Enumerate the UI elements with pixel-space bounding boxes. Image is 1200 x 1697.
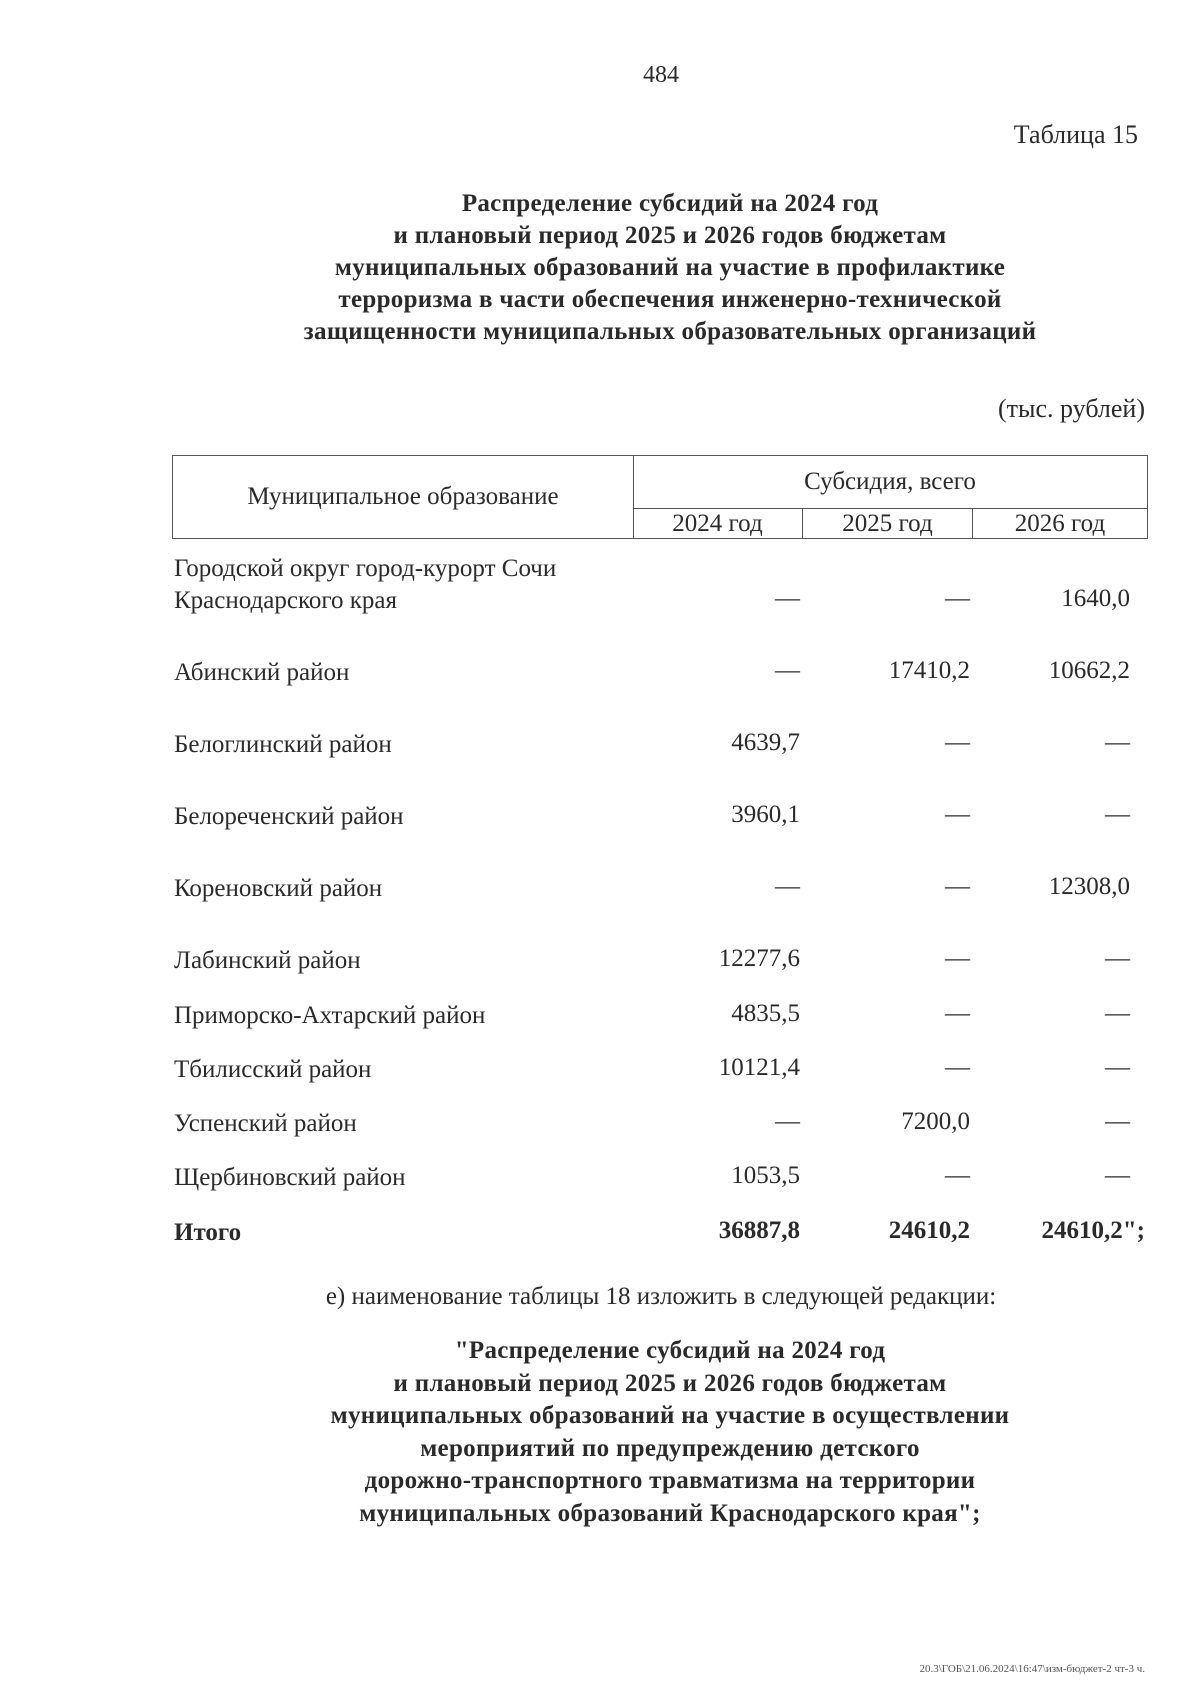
quoted-title-line: мероприятий по предупреждению детского (420, 1434, 920, 1462)
row-municipality: Белоглинский район (174, 731, 392, 758)
value-2025: — (945, 729, 970, 756)
page-number: 484 (643, 62, 679, 88)
value-2026: — (1105, 1162, 1130, 1189)
total-label: Итого (174, 1219, 242, 1246)
amendment-instruction: е) наименование таблицы 18 изложить в следующей редакции: (325, 1283, 997, 1310)
title-line: муниципальных образований на участие в профилактике (334, 254, 1006, 281)
value-2024: 4639,7 (731, 729, 800, 756)
header-subsidy-total: Субсидия, всего (633, 456, 1147, 509)
title-line: терроризма в части обеспечения инженерно-технической (338, 286, 1002, 313)
units-label: (тыс. рублей) (997, 394, 1145, 423)
value-2025: — (945, 1000, 970, 1027)
value-2024: 12277,6 (718, 945, 800, 972)
value-2025: — (945, 1054, 970, 1081)
table-label: Таблица 15 (1013, 120, 1138, 149)
value-2026: — (1105, 801, 1130, 828)
value-2024: 3960,1 (731, 801, 800, 828)
value-2025: — (945, 945, 970, 972)
value-2024: — (775, 873, 800, 900)
value-2025: — (945, 585, 970, 612)
total-2024: 36887,8 (718, 1217, 800, 1244)
value-2025: 7200,0 (901, 1108, 970, 1135)
value-2024: 1053,5 (731, 1162, 800, 1189)
value-2026: 1640,0 (1061, 585, 1130, 612)
value-2024: 10121,4 (718, 1054, 800, 1081)
quoted-table-title (170, 1335, 1170, 1530)
row-municipality-line: Краснодарского края (174, 587, 397, 614)
value-2026: — (1105, 1054, 1130, 1081)
header-year-2026: 2026 год (1014, 509, 1106, 537)
document-title (170, 188, 1170, 348)
header-year-2024: 2024 год (633, 508, 803, 539)
row-municipality-line: Городской округ город-курорт Сочи (174, 555, 557, 582)
value-2026: — (1105, 729, 1130, 756)
row-municipality: Кореновский район (174, 875, 383, 902)
value-2024: — (775, 657, 800, 684)
value-2026: — (1105, 1000, 1130, 1027)
quoted-title-line: муниципальных образований на участие в осуществлении (330, 1402, 1010, 1429)
quoted-title-line: муниципальных образований Краснодарского края"; (359, 1499, 981, 1527)
total-2026: 24610,2"; (1041, 1217, 1145, 1244)
value-2025: — (945, 873, 970, 900)
title-line: и плановый период 2025 и 2026 годов бюджетам (393, 222, 947, 249)
header-year-2025: 2025 год (803, 508, 973, 539)
value-2025: 17410,2 (888, 657, 970, 684)
row-municipality: Белореченский район (174, 803, 404, 830)
value-2024: — (775, 1108, 800, 1135)
value-2026: — (1105, 1108, 1130, 1135)
row-municipality: Абинский район (174, 659, 350, 686)
value-2025: — (945, 1162, 970, 1189)
value-2024: 4835,5 (731, 1000, 800, 1027)
header-municipality: Муниципальное образование (173, 456, 634, 538)
title-line: защищенности муниципальных образовательных организаций (303, 318, 1037, 345)
row-municipality: Успенский район (174, 1110, 357, 1137)
value-2026: 10662,2 (1048, 657, 1130, 684)
title-line: Распределение субсидий на 2024 год (461, 190, 879, 217)
row-municipality: Приморско-Ахтарский район (174, 1002, 486, 1029)
quoted-title-line: "Распределение субсидий на 2024 год (454, 1337, 886, 1364)
total-2025: 24610,2 (888, 1217, 970, 1244)
value-2026: 12308,0 (1048, 873, 1130, 900)
value-2025: — (945, 801, 970, 828)
quoted-title-line: дорожно-транспортного травматизма на территории (364, 1467, 976, 1494)
row-municipality: Щербиновский район (174, 1164, 406, 1191)
table-header (172, 455, 1148, 539)
value-2024: — (775, 585, 800, 612)
document-footer-code: 20.3\ГОБ\21.06.2024\16:47\изм-бюджет-2 чт-3 ч. (919, 1663, 1145, 1675)
row-municipality: Лабинский район (174, 947, 361, 974)
row-municipality (174, 553, 644, 617)
row-municipality: Тбилисский район (174, 1056, 372, 1083)
quoted-title-line: и плановый период 2025 и 2026 годов бюджетам (393, 1369, 947, 1397)
value-2026: — (1105, 945, 1130, 972)
